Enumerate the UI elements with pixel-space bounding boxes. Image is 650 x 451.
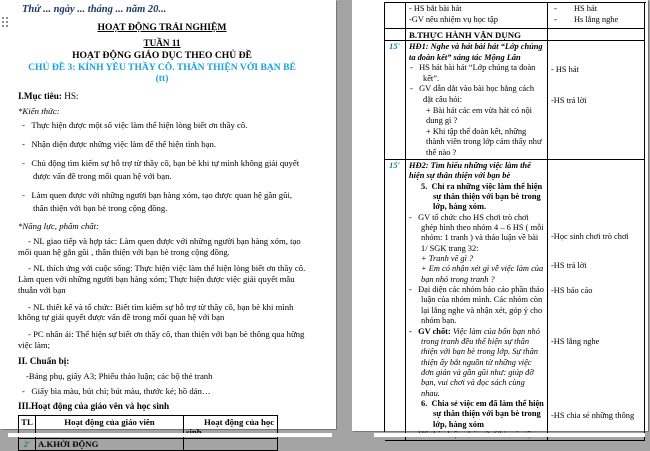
heading-activity: HOẠT ĐỘNG GIÁO DỤC THEO CHỦ ĐỀ <box>72 50 252 61</box>
section3-label: III.Hoạt động của giáo vên và học sinh <box>18 401 170 412</box>
hs-line: -HS lắng nghe <box>551 337 600 346</box>
hd1-title: HĐ1: Nghe và hát bài hát “Lớp chúng ta đoàn kết” sáng tác Mộng Lân <box>409 42 543 62</box>
muc-tieu-rest: HS: <box>61 91 79 101</box>
kien-thuc-label: *Kiến thức: <box>18 106 60 116</box>
nang-luc-item: - NL thiết kế và tổ chức: Biết tìm kiếm sự hỗ trợ từ thầy cô, bạn bè khi mình không tự giải quyết được vấn đề trong mối quan hệ với bạn <box>18 301 294 323</box>
header-gv: Hoạt động của giáo viên <box>36 416 184 439</box>
hs-line: -HS chia sẻ những thông <box>551 411 635 420</box>
heading-topic: CHỦ ĐỀ 3: KÍNH YÊU THẦY CÔ. THÂN THIỆN VỚI BẠN BÈ (tt) <box>28 62 296 84</box>
gv-cell: A.KHỞI ĐỘNG <box>36 439 184 451</box>
hs-line <box>551 4 642 15</box>
gv-bullet-chot <box>409 327 545 399</box>
dash-marker: - <box>554 4 557 13</box>
time-cell-empty <box>385 3 406 29</box>
hs-cell-hd1 <box>548 41 645 160</box>
time-cell: 2' <box>19 439 36 451</box>
gv-chot-text: Việc làm của bốn bạn nhỏ trong tranh đều thể hiện sự thân thiện với bạn bè trong lớp. Sự thân thiện ấy bắt nguồn từ những việc đơn giản và gần gũi như: giúp đỡ bạn, vui chơi và đọc sách cùng nhau. <box>421 326 540 398</box>
kien-thuc-item: - Nhận diện được những việc làm để thể hiện tình bạn. <box>22 139 216 149</box>
muc-tieu-line <box>18 91 306 101</box>
hd2-title: HĐ2: Tìm hiểu những việc làm thể hiện sự thân thiện với bạn bè <box>409 161 531 181</box>
gv-line: - HS bắt bài hát <box>409 4 462 13</box>
hs-cell <box>184 439 278 451</box>
gv-cell-hd2 <box>406 160 548 441</box>
hs-cell-continue <box>548 3 645 29</box>
gv-numbered-item: 6. Chia sẻ việc em đã làm thể hiện sự thân thiện với bạn bè trong lớp, hàng xóm <box>421 398 544 429</box>
gv-cell-hd1 <box>406 41 548 160</box>
heading-week: TUẦN 11 <box>143 38 181 48</box>
chuan-bi-item: -Bảng phụ, giấy A3; Phiếu thảo luận; các bộ thẻ tranh <box>26 371 213 382</box>
hs-cell-hd2 <box>548 160 645 441</box>
table-row <box>19 439 278 451</box>
hs-cell-empty <box>548 29 645 41</box>
hs-line: -Học sinh chơi trò chơi <box>551 232 629 241</box>
gv-line: -GV nêu nhiệm vụ học tập <box>409 14 498 24</box>
time-cell: 15' <box>385 41 406 160</box>
muc-tieu-label: I.Mục tiêu: <box>18 91 62 101</box>
header-hs: Hoạt động của học <box>184 416 278 439</box>
dash-marker: - <box>554 14 557 24</box>
hs-line <box>551 15 642 26</box>
section-b-title: B.THỰC HÀNH VẬN DỤNG <box>406 29 548 41</box>
time-cell: 15' <box>385 160 406 441</box>
date-line: Thứ ... ngày ... tháng ... năm 20... <box>22 4 167 15</box>
gv-question: + Tranh vẽ gì ? <box>421 254 474 264</box>
nang-luc-item: - NL thích ứng với cuộc sống: Thực hiện việc làm thể hiện lòng biết ơn thầy cô. Làm quen với những người bạn hàng xóm; Thực hiện được việc giải quyết mâu thuẫn với bạn <box>18 263 306 295</box>
heading-program: HOẠT ĐỘNG TRẢI NGHIỆM <box>97 22 227 33</box>
next-page-top-left <box>8 433 332 437</box>
gv-cell-continue <box>406 3 548 29</box>
gv-bullet: - GV tổ chức cho HS chơi trò chơi ghép hình theo nhóm 4 – 6 HS ( mỗi nhóm: 1 tranh ) và thảo luận về bài 1/ SGK trang 32: <box>409 212 544 253</box>
hs-text: Hs lắng nghe <box>574 14 619 24</box>
drag-handle-icon[interactable] <box>2 17 10 29</box>
right-page[interactable] <box>352 0 648 431</box>
next-page-top-right <box>374 433 645 437</box>
gv-chot-label: - GV chốt: <box>409 326 453 336</box>
kien-thuc-item: - Làm quen được với những người bạn hàng xóm, tạo được quan hệ gần gũi, thân thiện với bạn bè trong cộng đồng. <box>22 190 293 213</box>
nang-luc-item: - NL giao tiếp và hợp tác: Làm quen được với những người bạn hàng xóm, tạo mối quan hệ gắn gũi , thân thiện với bạn bè trong cộng đồng. <box>18 236 301 257</box>
activity-table-right <box>384 2 646 432</box>
hs-line: -HS trả lời <box>551 96 587 105</box>
gv-numbered-item: 5. Chỉ ra những việc làm thể hiện sự thân thiện với bạn bè trong lớp, hàng xóm. <box>421 181 543 212</box>
gv-bullet: - GV dẫn dắt vào bài học bằng cách đặt câu hỏi: <box>410 84 535 104</box>
hs-text: HS hát <box>574 4 598 13</box>
nang-luc-item: - PC nhân ái: Thể hiện sự biết ơn thầy cô, than thiện với bạn bè thông qua hững việc làm; <box>18 328 305 350</box>
kien-thuc-item: - Chủ động tìm kiếm sự hỗ trợ từ thầy cô, bạn bè khi tự mình không giải quyết được vấn đề trong mối quan hệ với bạn. <box>22 158 300 181</box>
gv-question: + Khi tập thể đoàn kết, những thành viên trong lớp cảm thấy như thế nào ? <box>426 126 542 157</box>
hs-line: -HS báo cáo <box>551 286 593 295</box>
header-tl: TL <box>19 416 36 439</box>
time-cell-empty <box>385 29 406 41</box>
chuan-bi-label: II. Chuẩn bị: <box>18 356 70 367</box>
nang-luc-label: *Năng lực, phẩm chất: <box>18 221 100 231</box>
gv-question: + Bài hát các em vừa hát có nội dung gì ? <box>426 105 533 126</box>
gv-question: + Em có nhận xét gì về việc làm của bạn nhỏ trong tranh ? <box>421 264 544 284</box>
gv-bullet: - Đại diện các nhóm báo cáo phần thảo luận của nhóm mình. Các nhóm còn lại lắng nghe và nhận xét, góp ý cho nhóm bạn. <box>409 285 544 326</box>
hs-line: -HS trả lời <box>551 261 587 270</box>
chuan-bi-item: - Giấy bìa màu, bút chì; bút màu, thước kẻ; hồ dán… <box>22 386 211 397</box>
hs-line: - HS hát <box>551 65 579 74</box>
kien-thuc-item: - Thực hiện được một số việc làm thể hiện lòng biết ơn thầy cô. <box>22 120 248 130</box>
gv-bullet: - HS hát bài hát “Lớp chúng ta đoàn kết”. <box>410 63 536 83</box>
